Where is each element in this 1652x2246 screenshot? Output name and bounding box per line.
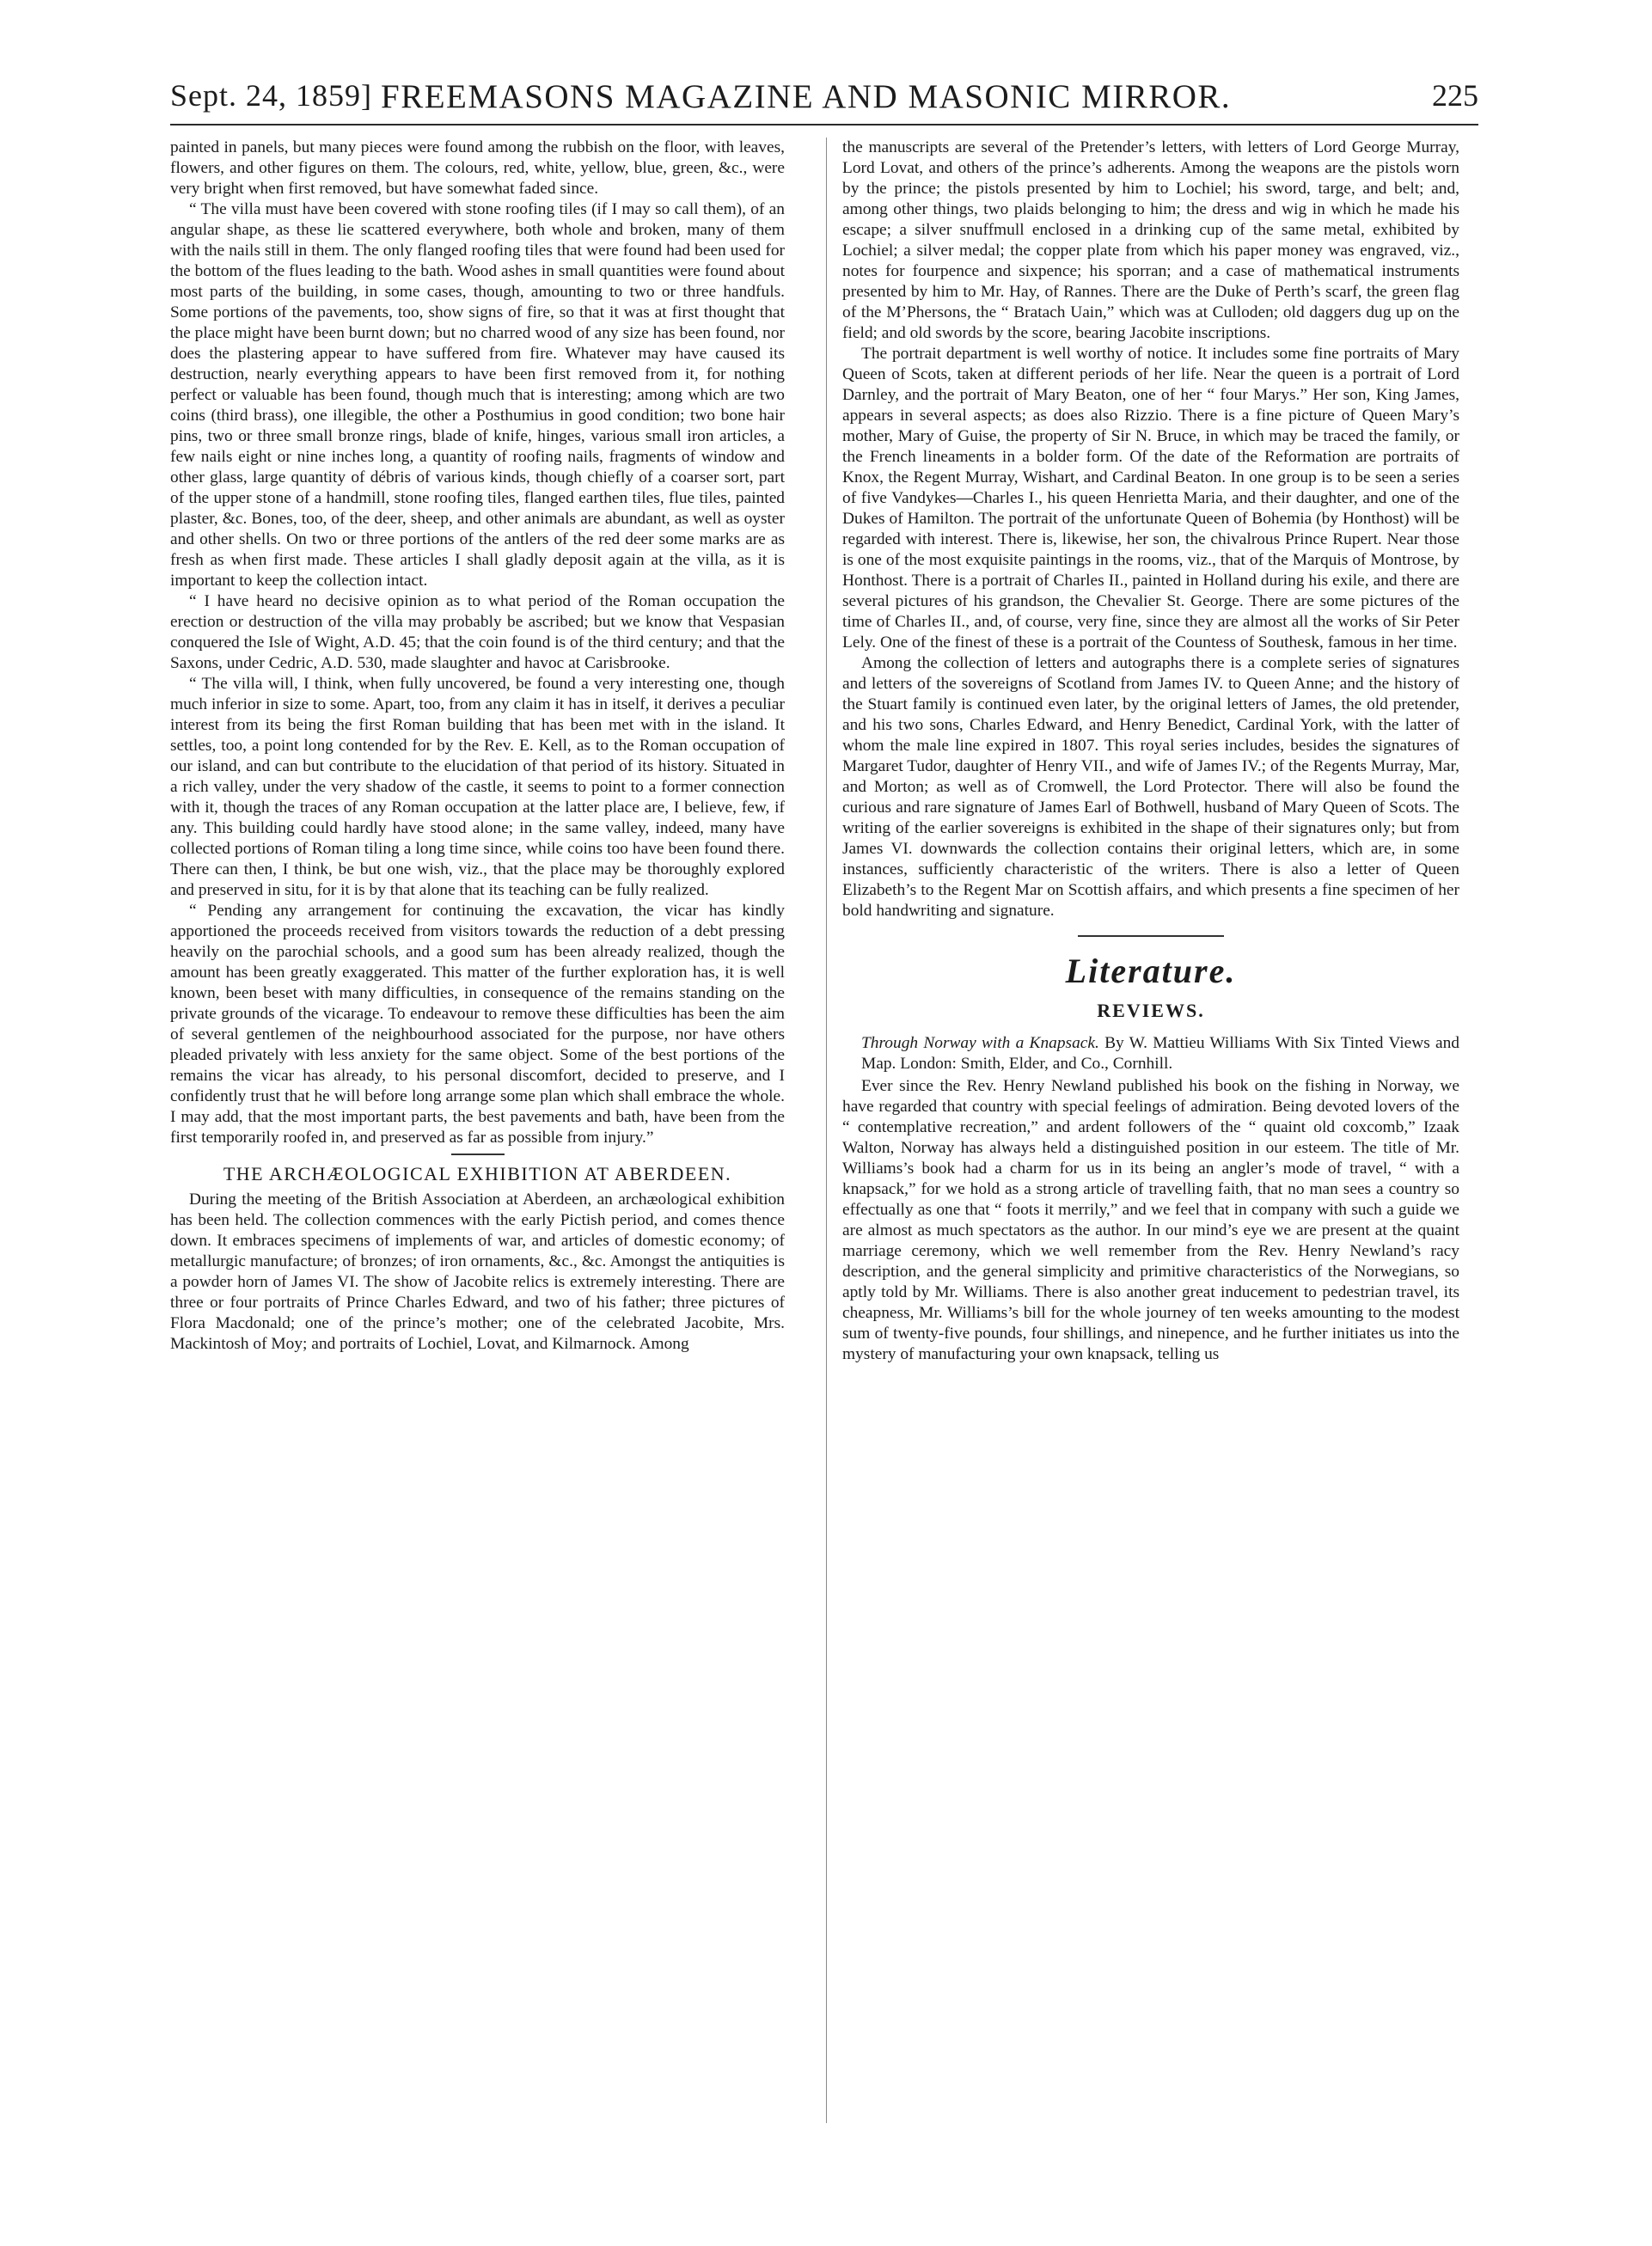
literature-heading: Literature. (1065, 952, 1237, 990)
paragraph: Among the collection of letters and autographs there is a complete series of signatures and letters of the sovereigns of Scotland from James IV. to Queen Anne; and the history of the Stuart family is continued even later, by the original letters of James, the old pretender, and his two sons, Charles Edward, and Henry Benedict, Cardinal York, with the latter of whom the male line expired in 1807. This royal series includes, besides the signatures of Margaret Tudor, daughter of Henry VII., and wife of James IV.; of the Regents Murray, Mar, and Morton; as well as of Cromwell, the Lord Protector. There will also be found the curious and rare signature of James Earl of Bothwell, husband of Mary Queen of Scots. The writing of the earlier sovereigns is exhibited in the shape of their signatures only; but from James VI. downwards the collection contains their original letters, which are, in some instances, sufficiently characteristic of the writers. There is also a letter of Queen Elizabeth’s to the Regent Mar on Scottish affairs, and which presents a fine specimen of her bold handwriting and signature. (842, 654, 1459, 920)
paragraph: “ I have heard no decisive opinion as to what period of the Roman occupation the erection or destruction of the villa may probably be ascribed; but we know that Vespasian conquered the Isle of Wight, A.D. 45; that the coin found is of the third century; and that the Saxons, under Cedric, A.D. 530, made slaughter and havoc at Carisbrooke. (170, 592, 785, 672)
paragraph: Ever since the Rev. Henry Newland published his book on the fishing in Norway, we have regarded that country with special feelings of admiration. Being devoted lovers of the “ contemplative recreation,” and ardent followers of the “ quaint old coxcomb,” Izaak Walton, Norway has always held a distinguished position in our esteem. The title of Mr. Williams’s book had a charm for us in its being an angler’s mode of travel, “ with a knapsack,” for we hold as a strong article of travelling faith, that no man sees a country so effectually as one that “ foots it merrily,” and we feel that in company with such a guide we are almost as much spectators as the author. In our mind’s eye we are present at the quaint marriage ceremony, which we well remember from the Rev. Henry Newland’s racy description, and the general simplicity and primitive characteristics of the Norwegians, so aptly told by Mr. Williams. There is also another great inducement to pedestrian travel, its cheapness, Mr. Williams’s bill for the whole journey of ten weeks amounting to the modest sum of twenty-five pounds, four shillings, and ninepence, and he further initiates us into the mystery of manufacturing your own knapsack, telling us (842, 1077, 1459, 1363)
paragraph: painted in panels, but many pieces were found among the rubbish on the floor, with leaves, flowers, and other figures on them. The colours, red, white, yellow, blue, green, &c., were very bright when first removed, but have somewhat faded since. (170, 138, 785, 198)
page-header (170, 74, 1478, 125)
divider (451, 1154, 505, 1155)
paragraph: The portrait department is well worthy of notice. It includes some fine portraits of Mary Queen of Scots, taken at different periods of her life. Near the queen is a portrait of Lord Darnley, and the portrait of Mary Beaton, one of her “ four Marys.” Her son, King James, appears in several aspects; as does also Rizzio. There is a fine picture of Queen Mary’s mother, Mary of Guise, the property of Sir N. Bruce, in which may be traced the family, or the French lineaments in a bolder form. Of the date of the Reformation are portraits of Knox, the Regent Murray, Wishart, and Cardinal Beaton. In one group is to be seen a series of five Vandykes—Charles I., his queen Henrietta Maria, and their daughter, and one of the Dukes of Hamilton. The portrait of the unfortunate Queen of Bohemia (by Honthost) will be regarded with interest. There is, likewise, her son, the chivalrous Prince Rupert. Near those is one of the most exquisite paintings in the rooms, viz., that of the Marquis of Montrose, by Honthost. There is a portrait of Charles II., painted in Holland during his exile, and there are several pictures of his grandson, the Chevalier St. George. There are some pictures of the time of Charles II., and, of course, very fine, since they are almost all the works of Sir Peter Lely. One of the finest of these is a portrait of the Countess of Southesk, famous in her time. (842, 345, 1459, 652)
review-title: Through Norway with a Knapsack. (861, 1034, 1099, 1052)
column-divider (826, 138, 827, 2123)
paragraph: “ The villa must have been covered with stone roofing tiles (if I may so call them), of an angular shape, as these lie scattered everywhere, both whole and broken, many of them with the nails still in them. The only flanged roofing tiles that were found had been used for the bottom of the flues leading to the bath. Wood ashes in small quantities were found about most parts of the building, in some cases, though, amounting to two or three handfuls. Some portions of the pavements, too, show signs of fire, so that it was at first thought that the place might have been burnt down; but no charred wood of any size has been found, nor does the plastering appear to have suffered from fire. Whatever may have caused its destruction, nearly everything appears to have been first removed from it, for nothing perfect or valuable has been found, though much that is interesting; among which are two coins (third brass), one illegible, the other a Posthumius in good condition; two bone hair pins, two or three small bronze rings, blade of knife, hinges, various small iron articles, a few nails eight or nine inches long, a quantity of roofing nails, fragments of window and other glass, large quantity of débris of various kinds, though chiefly of a coarser sort, part of the upper stone of a handmill, stone roofing tiles, flanged earthen tiles, flue tiles, painted plaster, &c. Bones, too, of the deer, sheep, and other animals are abundant, as well as oyster and other shells. On two or three portions of the antlers of the red deer some marks are as fresh as when first made. These articles I shall gladly deposit again at the villa, as it is important to keep the collection intact. (170, 200, 785, 590)
publication-title: FREEMASONS MAGAZINE AND MASONIC MIRROR. (381, 78, 1232, 115)
paragraph: “ The villa will, I think, when fully uncovered, be found a very interesting one, though much inferior in size to some. Apart, too, from any claim it has in itself, it derives a peculiar interest from its being the first Roman building that has been met with in the island. It settles, too, a point long contended for by the Rev. E. Kell, as to the Roman occupation of our island, and can but contribute to the elucidation of that period of its history. Situated in a rich valley, under the very shadow of the castle, it seems to point to a former connection with it, though the traces of any Roman occupation at the latter place are, I believe, few, if any. This building could hardly have stood alone; in the same valley, indeed, many have collected portions of Roman tiling a long time since, while coins too have been found there. There can then, I think, be but one wish, viz., that the place may be thoroughly explored and preserved in situ, for it is by that alone that its teaching can be fully realized. (170, 675, 785, 899)
section-heading: THE ARCHÆOLOGICAL EXHIBITION AT ABERDEEN. (223, 1163, 732, 1184)
paragraph: “ Pending any arrangement for continuing the excavation, the vicar has kindly apportioned the proceeds received from visitors towards the reduction of a debt pressing heavily on the parochial schools, and a good sum has been already realized, though the amount has been greatly exaggerated. This matter of the further exploration has, it is well known, been beset with many difficulties, in consequence of the remains standing on the private grounds of the vicarage. To endeavour to remove these difficulties has been the aim of several gentlemen of the neighbourhood associated for the purpose, nor have others pleaded privately with less anxiety for the same object. Some of the best portions of the remains the vicar has already, to his personal discomfort, decided to preserve, and I confidently trust that he will before long arrange some plan which shall embrace the whole. I may add, that the most important parts, the best pavements and bath, have been from the first temporarily roofed in, and preserved as far as possible from injury.” (170, 902, 785, 1147)
issue-date: Sept. 24, 1859] (170, 78, 372, 113)
paragraph: During the meeting of the British Association at Aberdeen, an archæological exhibition has been held. The collection commences with the early Pictish period, and comes thence down. It embraces specimens of implements of war, and articles of domestic economy; of metallurgic manufacture; of bronzes; of iron ornaments, &c., &c. Amongst the antiquities is a powder horn of James VI. The show of Jacobite relics is extremely interesting. There are three or four portraits of Prince Charles Edward, and two of his father; three pictures of Flora Macdonald; one of the prince’s mother; one of the celebrated Jacobite, Mrs. Mackintosh of Moy; and portraits of Lochiel, Lovat, and Kilmarnock. Among (170, 1190, 785, 1353)
divider (1078, 935, 1224, 937)
review-citation (842, 1033, 1459, 1074)
review-citation-text: By W. Mattieu Williams With Six Tinted Views and Map. London: Smith, Elder, and Co., Cornhill. (861, 1034, 1460, 1073)
left-column (170, 138, 785, 1355)
right-column (842, 138, 1459, 1365)
page-number: 225 (1432, 78, 1478, 113)
reviews-heading: REVIEWS. (1097, 1000, 1205, 1021)
paragraph: the manuscripts are several of the Pretender’s letters, with letters of Lord George Murray, Lord Lovat, and others of the prince’s adherents. Among the weapons are the pistols worn by the prince; the pistols presented by him to Lochiel; his sword, targe, and belt; and, among other things, two plaids belonging to him; the dress and wig in which he made his escape; a silver snuffmull enclosed in a drinking cup of the same metal, exhibited by Lochiel; a silver medal; the copper plate from which his paper money was engraved, viz., notes for fourpence and sixpence; his sporran; and a case of mathematical instruments presented by him to Mr. Hay, of Rannes. There are the Duke of Perth’s scarf, the green flag of the M’Phersons, the “ Bratach Uain,” which was at Culloden; old daggers dug up on the field; and old swords by the score, bearing Jacobite inscriptions. (842, 138, 1459, 342)
